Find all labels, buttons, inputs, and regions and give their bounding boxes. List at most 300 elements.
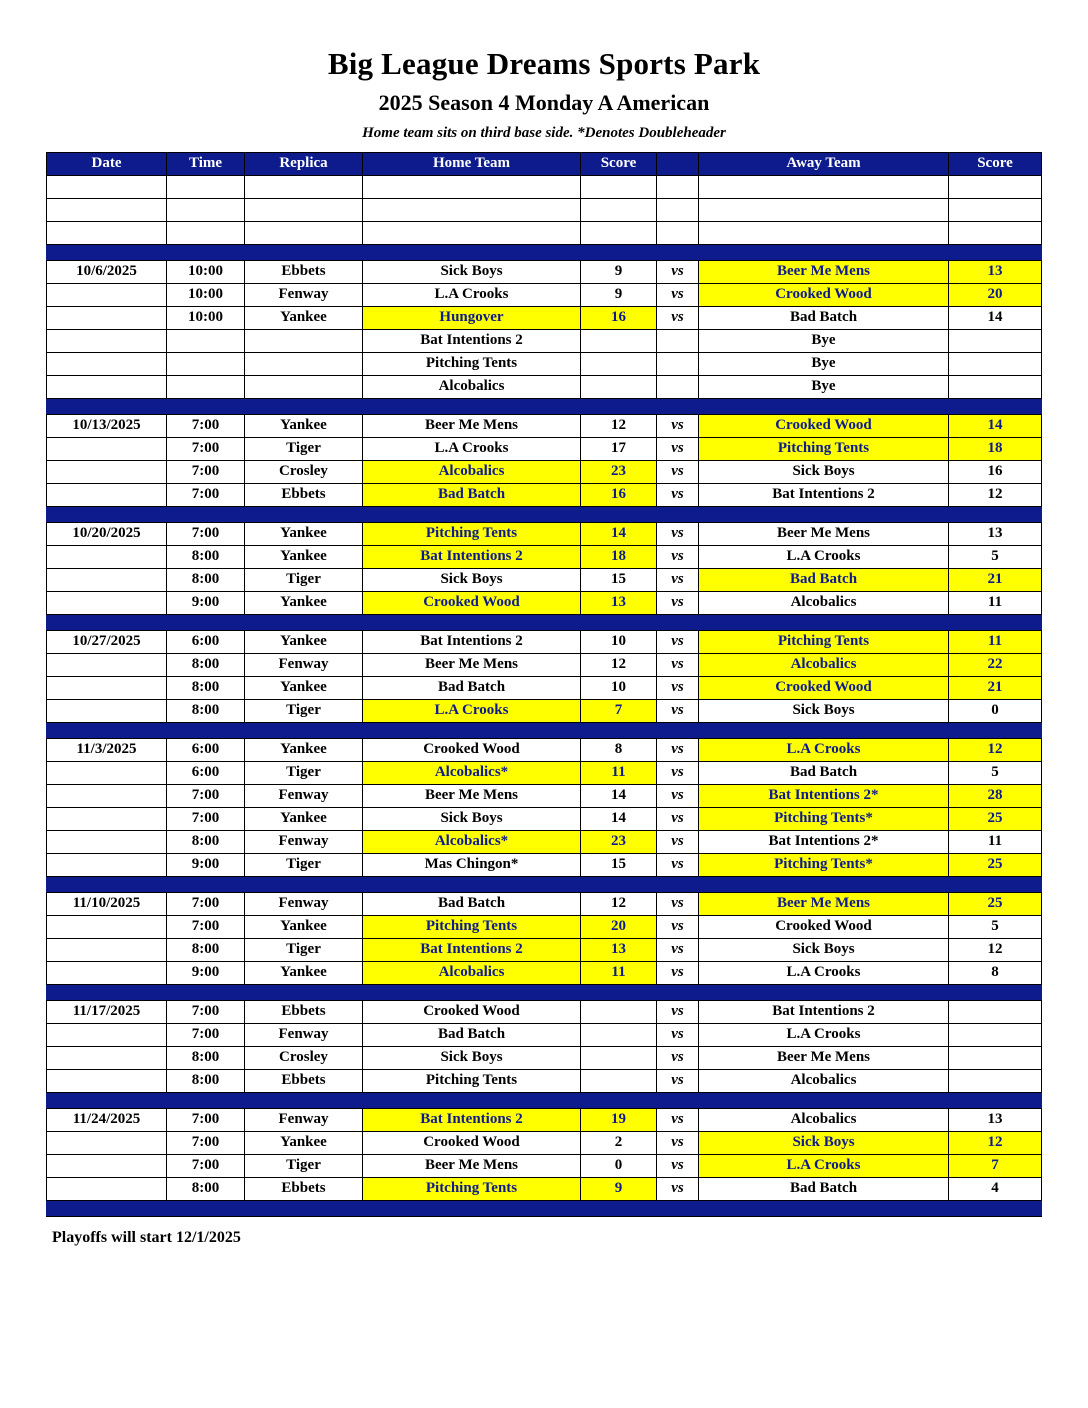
away-team: Pitching Tents xyxy=(699,630,949,653)
home-score: 2 xyxy=(581,1131,657,1154)
table-row xyxy=(47,961,1042,984)
empty-cell xyxy=(949,175,1042,198)
page-note: Home team sits on third base side. *Denotes Doubleheader xyxy=(362,124,726,141)
game-date xyxy=(47,283,167,306)
game-field: Fenway xyxy=(245,784,363,807)
week-separator-cell xyxy=(47,1200,1042,1216)
away-score: 18 xyxy=(949,437,1042,460)
game-date xyxy=(47,784,167,807)
week-separator xyxy=(47,984,1042,1000)
away-team: Crooked Wood xyxy=(699,414,949,437)
week-separator-cell xyxy=(47,506,1042,522)
game-date xyxy=(47,853,167,876)
game-date xyxy=(47,568,167,591)
empty-cell xyxy=(657,221,699,244)
game-field: Tiger xyxy=(245,761,363,784)
away-score: 13 xyxy=(949,1108,1042,1131)
vs-label: vs xyxy=(657,699,699,722)
game-field: Fenway xyxy=(245,283,363,306)
away-team: Sick Boys xyxy=(699,938,949,961)
empty-cell xyxy=(47,221,167,244)
vs-label: vs xyxy=(657,283,699,306)
week-separator-cell xyxy=(47,614,1042,630)
vs-label: vs xyxy=(657,306,699,329)
home-score: 23 xyxy=(581,460,657,483)
empty-cell xyxy=(699,175,949,198)
table-row xyxy=(47,1069,1042,1092)
game-date: 10/20/2025 xyxy=(47,522,167,545)
away-team: Alcobalics xyxy=(699,591,949,614)
game-date xyxy=(47,483,167,506)
away-team: Pitching Tents* xyxy=(699,807,949,830)
away-team: L.A Crooks xyxy=(699,1023,949,1046)
empty-cell xyxy=(47,198,167,221)
game-time: 8:00 xyxy=(167,568,245,591)
game-field: Yankee xyxy=(245,961,363,984)
table-row xyxy=(47,699,1042,722)
home-score: 16 xyxy=(581,306,657,329)
away-team: Sick Boys xyxy=(699,699,949,722)
game-field: Yankee xyxy=(245,306,363,329)
away-score: 25 xyxy=(949,892,1042,915)
table-row xyxy=(47,1108,1042,1131)
game-time: 8:00 xyxy=(167,653,245,676)
away-team: Bad Batch xyxy=(699,761,949,784)
vs-label xyxy=(657,329,699,352)
home-score: 9 xyxy=(581,283,657,306)
table-row xyxy=(47,938,1042,961)
game-time: 8:00 xyxy=(167,1046,245,1069)
vs-label: vs xyxy=(657,437,699,460)
home-score: 14 xyxy=(581,522,657,545)
table-row xyxy=(47,437,1042,460)
game-field: Tiger xyxy=(245,699,363,722)
home-score xyxy=(581,1000,657,1023)
table-row xyxy=(47,1177,1042,1200)
home-team: L.A Crooks xyxy=(363,699,581,722)
game-date xyxy=(47,807,167,830)
away-team: Bye xyxy=(699,329,949,352)
game-time: 8:00 xyxy=(167,1177,245,1200)
away-score: 14 xyxy=(949,414,1042,437)
away-score: 20 xyxy=(949,283,1042,306)
home-team: Alcobalics xyxy=(363,961,581,984)
table-row xyxy=(47,738,1042,761)
game-time: 8:00 xyxy=(167,676,245,699)
empty-cell xyxy=(245,221,363,244)
game-time xyxy=(167,375,245,398)
game-field: Tiger xyxy=(245,938,363,961)
table-row xyxy=(47,1154,1042,1177)
away-team: Alcobalics xyxy=(699,1108,949,1131)
game-time: 9:00 xyxy=(167,591,245,614)
game-field: Tiger xyxy=(245,437,363,460)
home-score xyxy=(581,375,657,398)
game-date xyxy=(47,306,167,329)
column-header-time: Time xyxy=(167,152,245,175)
game-date xyxy=(47,915,167,938)
away-team: L.A Crooks xyxy=(699,545,949,568)
vs-label: vs xyxy=(657,761,699,784)
home-team: L.A Crooks xyxy=(363,437,581,460)
home-team: Bat Intentions 2 xyxy=(363,545,581,568)
vs-label xyxy=(657,375,699,398)
away-score: 12 xyxy=(949,1131,1042,1154)
home-team: Sick Boys xyxy=(363,1046,581,1069)
table-row xyxy=(47,568,1042,591)
table-row xyxy=(47,761,1042,784)
vs-label: vs xyxy=(657,1131,699,1154)
away-team: Bad Batch xyxy=(699,1177,949,1200)
empty-cell xyxy=(699,221,949,244)
game-date xyxy=(47,375,167,398)
table-row xyxy=(47,460,1042,483)
game-field: Yankee xyxy=(245,807,363,830)
game-time: 7:00 xyxy=(167,1131,245,1154)
away-team: Crooked Wood xyxy=(699,676,949,699)
column-header-away-score: Score xyxy=(949,152,1042,175)
week-separator xyxy=(47,506,1042,522)
game-date xyxy=(47,1046,167,1069)
vs-label: vs xyxy=(657,522,699,545)
empty-cell xyxy=(363,198,581,221)
vs-label: vs xyxy=(657,630,699,653)
table-row xyxy=(47,306,1042,329)
away-team: Sick Boys xyxy=(699,460,949,483)
home-team: Beer Me Mens xyxy=(363,414,581,437)
table-row xyxy=(47,329,1042,352)
game-time: 7:00 xyxy=(167,522,245,545)
table-row xyxy=(47,892,1042,915)
home-score: 23 xyxy=(581,830,657,853)
vs-label xyxy=(657,352,699,375)
home-team: Crooked Wood xyxy=(363,738,581,761)
away-score: 0 xyxy=(949,699,1042,722)
home-score: 18 xyxy=(581,545,657,568)
game-date xyxy=(47,938,167,961)
table-header-row xyxy=(47,152,1042,175)
game-field: Yankee xyxy=(245,676,363,699)
game-date xyxy=(47,699,167,722)
game-time: 8:00 xyxy=(167,1069,245,1092)
home-team: Crooked Wood xyxy=(363,1000,581,1023)
game-date xyxy=(47,1177,167,1200)
empty-cell xyxy=(657,175,699,198)
game-date xyxy=(47,830,167,853)
table-row xyxy=(47,1131,1042,1154)
away-team: Pitching Tents* xyxy=(699,853,949,876)
vs-label: vs xyxy=(657,738,699,761)
home-score: 11 xyxy=(581,961,657,984)
away-team: Bye xyxy=(699,352,949,375)
empty-cell xyxy=(363,221,581,244)
away-score xyxy=(949,329,1042,352)
week-separator xyxy=(47,876,1042,892)
away-score: 12 xyxy=(949,483,1042,506)
game-date xyxy=(47,437,167,460)
vs-label: vs xyxy=(657,1023,699,1046)
vs-label: vs xyxy=(657,1000,699,1023)
home-score: 20 xyxy=(581,915,657,938)
empty-cell xyxy=(167,198,245,221)
week-separator-cell xyxy=(47,722,1042,738)
week-separator-cell xyxy=(47,876,1042,892)
home-team: Crooked Wood xyxy=(363,591,581,614)
vs-label: vs xyxy=(657,892,699,915)
away-team: Beer Me Mens xyxy=(699,1046,949,1069)
game-time: 7:00 xyxy=(167,483,245,506)
game-field: Fenway xyxy=(245,892,363,915)
home-score: 7 xyxy=(581,699,657,722)
week-separator xyxy=(47,398,1042,414)
game-field: Tiger xyxy=(245,853,363,876)
vs-label: vs xyxy=(657,414,699,437)
away-score: 28 xyxy=(949,784,1042,807)
empty-row xyxy=(47,175,1042,198)
table-body xyxy=(47,175,1042,1216)
table-row xyxy=(47,853,1042,876)
home-team: Sick Boys xyxy=(363,260,581,283)
game-field xyxy=(245,352,363,375)
vs-label: vs xyxy=(657,1069,699,1092)
game-time: 10:00 xyxy=(167,260,245,283)
game-time: 8:00 xyxy=(167,699,245,722)
home-score: 19 xyxy=(581,1108,657,1131)
vs-label: vs xyxy=(657,807,699,830)
away-team: Beer Me Mens xyxy=(699,522,949,545)
empty-cell xyxy=(167,175,245,198)
away-team: Bad Batch xyxy=(699,568,949,591)
away-score xyxy=(949,1000,1042,1023)
home-score: 9 xyxy=(581,1177,657,1200)
away-team: L.A Crooks xyxy=(699,961,949,984)
home-team: Bad Batch xyxy=(363,892,581,915)
week-separator xyxy=(47,614,1042,630)
home-score: 13 xyxy=(581,591,657,614)
home-team: Bat Intentions 2 xyxy=(363,938,581,961)
game-field: Tiger xyxy=(245,568,363,591)
game-time: 8:00 xyxy=(167,938,245,961)
week-separator xyxy=(47,244,1042,260)
away-team: Alcobalics xyxy=(699,1069,949,1092)
away-score: 13 xyxy=(949,522,1042,545)
week-separator-cell xyxy=(47,984,1042,1000)
empty-cell xyxy=(167,221,245,244)
table-row xyxy=(47,375,1042,398)
away-score xyxy=(949,352,1042,375)
vs-label: vs xyxy=(657,653,699,676)
away-score: 12 xyxy=(949,938,1042,961)
home-score: 17 xyxy=(581,437,657,460)
home-team: Pitching Tents xyxy=(363,352,581,375)
away-score: 11 xyxy=(949,591,1042,614)
home-score xyxy=(581,329,657,352)
home-team: Alcobalics xyxy=(363,460,581,483)
game-time: 7:00 xyxy=(167,807,245,830)
away-score: 21 xyxy=(949,568,1042,591)
home-team: Bat Intentions 2 xyxy=(363,630,581,653)
game-date xyxy=(47,460,167,483)
home-team: Mas Chingon* xyxy=(363,853,581,876)
game-time: 7:00 xyxy=(167,1154,245,1177)
away-score: 4 xyxy=(949,1177,1042,1200)
page-title: Big League Dreams Sports Park xyxy=(327,46,761,81)
week-separator-cell xyxy=(47,1092,1042,1108)
away-score xyxy=(949,1046,1042,1069)
game-field: Yankee xyxy=(245,915,363,938)
game-time: 7:00 xyxy=(167,414,245,437)
away-team: Beer Me Mens xyxy=(699,892,949,915)
home-score: 15 xyxy=(581,568,657,591)
game-field: Tiger xyxy=(245,1154,363,1177)
table-row xyxy=(47,1023,1042,1046)
game-time: 7:00 xyxy=(167,460,245,483)
table-row xyxy=(47,283,1042,306)
game-time: 9:00 xyxy=(167,853,245,876)
home-score xyxy=(581,1023,657,1046)
game-date xyxy=(47,653,167,676)
away-score: 25 xyxy=(949,807,1042,830)
home-team: Sick Boys xyxy=(363,807,581,830)
vs-label: vs xyxy=(657,915,699,938)
table-row xyxy=(47,260,1042,283)
vs-label: vs xyxy=(657,483,699,506)
away-team: Alcobalics xyxy=(699,653,949,676)
game-time: 6:00 xyxy=(167,738,245,761)
away-score: 22 xyxy=(949,653,1042,676)
away-team: Bat Intentions 2 xyxy=(699,1000,949,1023)
game-time: 8:00 xyxy=(167,830,245,853)
empty-cell xyxy=(581,198,657,221)
vs-label: vs xyxy=(657,260,699,283)
game-time: 7:00 xyxy=(167,1023,245,1046)
empty-row xyxy=(47,221,1042,244)
empty-row xyxy=(47,198,1042,221)
game-time: 7:00 xyxy=(167,892,245,915)
table-row xyxy=(47,591,1042,614)
game-field: Yankee xyxy=(245,1131,363,1154)
vs-label: vs xyxy=(657,784,699,807)
table-row xyxy=(47,676,1042,699)
page-subtitle: 2025 Season 4 Monday A American xyxy=(378,89,710,115)
home-team: Alcobalics* xyxy=(363,761,581,784)
game-date: 11/10/2025 xyxy=(47,892,167,915)
away-score: 21 xyxy=(949,676,1042,699)
game-field: Yankee xyxy=(245,545,363,568)
home-team: Pitching Tents xyxy=(363,1177,581,1200)
home-team: Alcobalics* xyxy=(363,830,581,853)
away-score: 11 xyxy=(949,830,1042,853)
empty-cell xyxy=(363,175,581,198)
home-score: 9 xyxy=(581,260,657,283)
game-time xyxy=(167,329,245,352)
game-time: 10:00 xyxy=(167,306,245,329)
empty-cell xyxy=(949,198,1042,221)
game-date xyxy=(47,1131,167,1154)
vs-label: vs xyxy=(657,961,699,984)
game-date xyxy=(47,1023,167,1046)
home-team: Crooked Wood xyxy=(363,1131,581,1154)
away-team: Bat Intentions 2* xyxy=(699,784,949,807)
vs-label: vs xyxy=(657,1046,699,1069)
home-team: Beer Me Mens xyxy=(363,784,581,807)
empty-cell xyxy=(47,175,167,198)
column-header-replica: Replica xyxy=(245,152,363,175)
away-team: Bye xyxy=(699,375,949,398)
game-date xyxy=(47,1154,167,1177)
empty-cell xyxy=(581,175,657,198)
game-field: Ebbets xyxy=(245,483,363,506)
game-date: 11/17/2025 xyxy=(47,1000,167,1023)
vs-label: vs xyxy=(657,1108,699,1131)
empty-cell xyxy=(245,198,363,221)
home-score xyxy=(581,1069,657,1092)
table-row xyxy=(47,522,1042,545)
home-score: 0 xyxy=(581,1154,657,1177)
table-row xyxy=(47,630,1042,653)
playoffs-note: Playoffs will start 12/1/2025 xyxy=(52,1228,241,1246)
game-date xyxy=(47,961,167,984)
vs-label: vs xyxy=(657,830,699,853)
game-date: 10/27/2025 xyxy=(47,630,167,653)
game-time: 6:00 xyxy=(167,630,245,653)
away-team: L.A Crooks xyxy=(699,738,949,761)
table-row xyxy=(47,915,1042,938)
empty-cell xyxy=(949,221,1042,244)
away-team: Sick Boys xyxy=(699,1131,949,1154)
home-score xyxy=(581,352,657,375)
game-date: 11/3/2025 xyxy=(47,738,167,761)
home-team: Pitching Tents xyxy=(363,915,581,938)
home-team: Pitching Tents xyxy=(363,522,581,545)
away-team: Bat Intentions 2* xyxy=(699,830,949,853)
home-score: 12 xyxy=(581,414,657,437)
table-row xyxy=(47,1000,1042,1023)
home-score xyxy=(581,1046,657,1069)
away-score: 25 xyxy=(949,853,1042,876)
home-score: 11 xyxy=(581,761,657,784)
away-team: Crooked Wood xyxy=(699,915,949,938)
game-date xyxy=(47,545,167,568)
game-field: Fenway xyxy=(245,1023,363,1046)
game-time: 9:00 xyxy=(167,961,245,984)
vs-label: vs xyxy=(657,676,699,699)
away-score: 5 xyxy=(949,915,1042,938)
home-team: Bat Intentions 2 xyxy=(363,1108,581,1131)
game-time xyxy=(167,352,245,375)
away-team: Bat Intentions 2 xyxy=(699,483,949,506)
home-score: 15 xyxy=(581,853,657,876)
home-team: Bat Intentions 2 xyxy=(363,329,581,352)
home-score: 14 xyxy=(581,784,657,807)
home-team: Bad Batch xyxy=(363,676,581,699)
away-team: L.A Crooks xyxy=(699,1154,949,1177)
game-field: Ebbets xyxy=(245,1000,363,1023)
away-score: 8 xyxy=(949,961,1042,984)
game-date xyxy=(47,1069,167,1092)
home-score: 14 xyxy=(581,807,657,830)
away-score: 14 xyxy=(949,306,1042,329)
game-field: Yankee xyxy=(245,591,363,614)
home-score: 8 xyxy=(581,738,657,761)
away-team: Beer Me Mens xyxy=(699,260,949,283)
away-score: 7 xyxy=(949,1154,1042,1177)
vs-label: vs xyxy=(657,460,699,483)
vs-label: vs xyxy=(657,853,699,876)
week-separator-cell xyxy=(47,244,1042,260)
game-field xyxy=(245,375,363,398)
game-time: 7:00 xyxy=(167,1000,245,1023)
